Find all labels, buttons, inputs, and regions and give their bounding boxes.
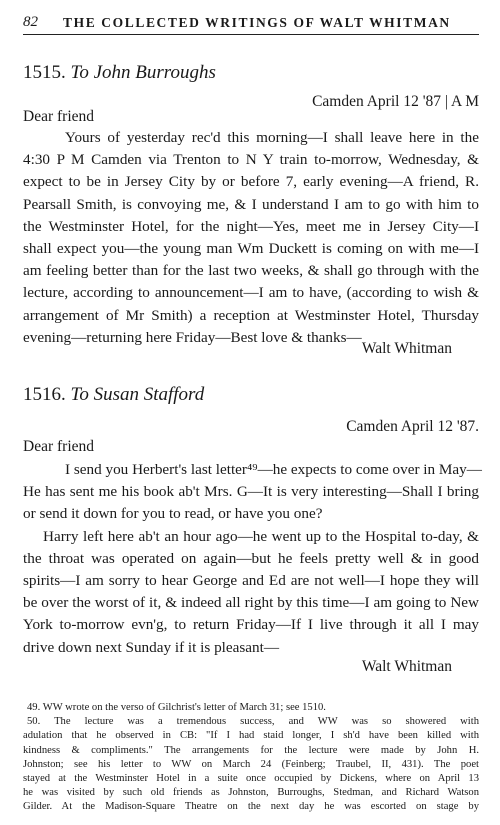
footnote-line: stayed at the Westminster Hotel in a suite once occupied by Dickens, where on April 13 xyxy=(23,773,479,785)
page-number: 82 xyxy=(23,14,38,30)
letter-line: lecture, according to announcement—I am to have, (according to wish & xyxy=(23,284,479,302)
letter-line: the throat was operated on again—but he feels pretty well & in good xyxy=(23,549,479,567)
letter-line: Pearsall Smith, is convoying me, & I understand I am to go with him to xyxy=(23,195,479,213)
letter-line: be over the worst of it, & indeed all right by this time—I am going to New xyxy=(23,594,479,612)
letter-line: 4:30 P M Camden via Trenton to N Y train to-morrow, Wednesday, & xyxy=(23,151,479,169)
footnote-line: 50. The lecture was a tremendous success, and WW was so showered with xyxy=(27,716,479,728)
letter-number: 1515. xyxy=(23,62,66,83)
letter-line: drive down next Sunday if it is pleasant— xyxy=(23,638,280,656)
letter-line: expect to be in Jersey City by or before 7, early evening—A friend, R. xyxy=(23,173,479,191)
letter-signature: Walt Whitman xyxy=(361,340,452,357)
letter-line: shall expect you—the young man Wm Duckett is coming on with me—I xyxy=(23,240,479,258)
letter-salutation: Dear friend xyxy=(23,108,94,125)
letter-line: I send you Herbert's last letter⁴⁹—he expects to come over in May— xyxy=(65,461,482,478)
footnote-line: kindness & compliments." The arrangements for the lecture were made by John H. xyxy=(23,744,479,756)
letter-dateline: Camden April 12 '87 | A M xyxy=(312,93,479,110)
footnote-line: adulation that he observed in CB: "If I had staid longer, I sh'd have been killed with xyxy=(23,730,479,742)
letter-dateline: Camden April 12 '87. xyxy=(346,418,479,435)
letter-line: York to-morrow evn'g, to return Friday—If I live through it all I may xyxy=(23,616,479,634)
letter-line: or send it down for you to read, or have you one? xyxy=(23,505,323,523)
letter-line: Harry left here ab't an hour ago—he went up to the Hospital to-day, & xyxy=(43,527,479,545)
letter-heading-1516 xyxy=(23,384,204,406)
running-title: THE COLLECTED WRITINGS OF WALT WHITMAN xyxy=(63,15,451,30)
letter-salutation: Dear friend xyxy=(23,438,94,455)
letter-line: the Westminster Hotel, for the night—Yes, meet me in Jersey City—I xyxy=(23,217,479,235)
letter-signature: Walt Whitman xyxy=(361,658,452,675)
letter-line: arrangement of Mr Smith) a reception at Westminster Hotel, Thursday xyxy=(23,306,479,324)
letter-line: am feeling better than for the last two weeks, & shall go through with the xyxy=(23,262,479,280)
letter-line: evening—returning here Friday—Best love & thanks— xyxy=(23,328,362,346)
letter-body-1516 xyxy=(23,459,482,659)
footnote-49: 49. WW wrote on the verso of Gilchrist's letter of March 31; see 1510. xyxy=(27,702,326,713)
letter-line: He has sent me his book ab't Mrs. G—It is very interesting—Shall I bring xyxy=(23,483,479,501)
footnote-line: Johnston; see his letter to WW on March 24 (Feinberg; Traubel, II, 431). The poet xyxy=(23,758,479,770)
letter-body-1515 xyxy=(23,127,479,349)
letter-number: 1516. xyxy=(23,384,66,405)
letter-line: spirits—I am sorry to hear George and Ed are not well—I hope they will xyxy=(23,572,479,590)
footnotes xyxy=(23,701,479,815)
letter-recipient: To Susan Stafford xyxy=(70,384,205,405)
letter-recipient: To John Burroughs xyxy=(70,62,216,83)
footnote-line: Gilder. At the Madison-Square Theatre on the next day he was escorted on stage by xyxy=(23,801,479,813)
running-head xyxy=(23,14,479,35)
letter-heading-1515 xyxy=(23,62,216,84)
footnote-line: he was visited by such old friends as Johnston, Burroughs, Stedman, and Richard Watson xyxy=(23,787,479,799)
letter-line: Yours of yesterday rec'd this morning—I shall leave here in the xyxy=(65,129,479,146)
